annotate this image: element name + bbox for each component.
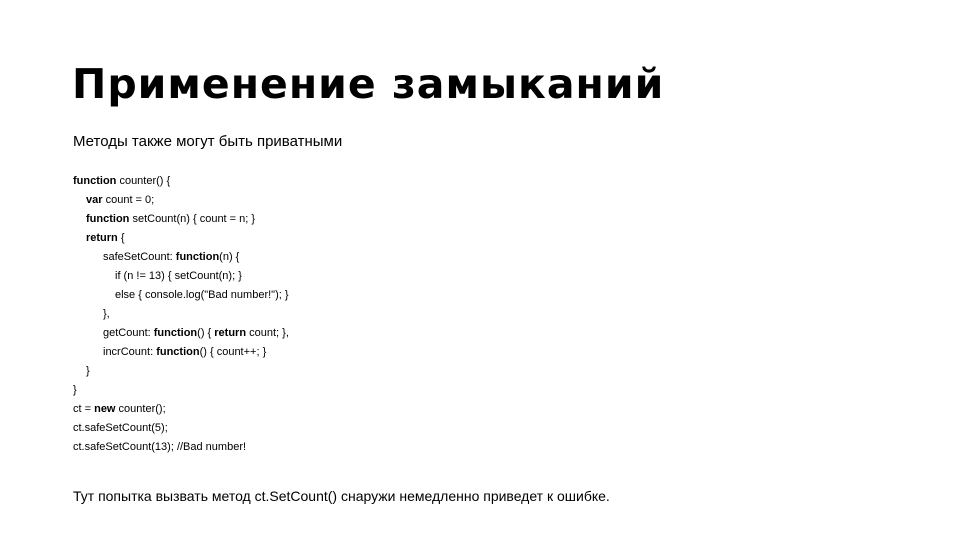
code-line: ct.safeSetCount(5);: [73, 422, 168, 434]
code-line: }: [73, 384, 77, 396]
code-line: getCount: function() { return count; },: [103, 327, 289, 339]
code-line: var count = 0;: [86, 194, 155, 206]
footer-note: Тут попытка вызвать метод ct.SetCount() снаружи немедленно приведет к ошибке.: [73, 488, 610, 504]
code-line: return {: [86, 232, 125, 244]
code-line: incrCount: function() { count++; }: [103, 346, 267, 358]
code-line: if (n != 13) { setCount(n); }: [115, 270, 242, 282]
code-line: },: [103, 308, 110, 320]
slide-title: Применение замыканий: [72, 60, 665, 108]
code-line: ct = new counter();: [73, 403, 166, 415]
code-line: }: [86, 365, 90, 377]
slide-subtitle: Методы также могут быть приватными: [73, 133, 343, 150]
code-line: ct.safeSetCount(13); //Bad number!: [73, 441, 247, 453]
code-line: else { console.log("Bad number!"); }: [115, 289, 289, 301]
code-line: function setCount(n) { count = n; }: [86, 213, 256, 225]
code-block: [73, 172, 289, 457]
code-line: safeSetCount: function(n) {: [103, 251, 240, 263]
code-line: function counter() {: [73, 175, 171, 187]
